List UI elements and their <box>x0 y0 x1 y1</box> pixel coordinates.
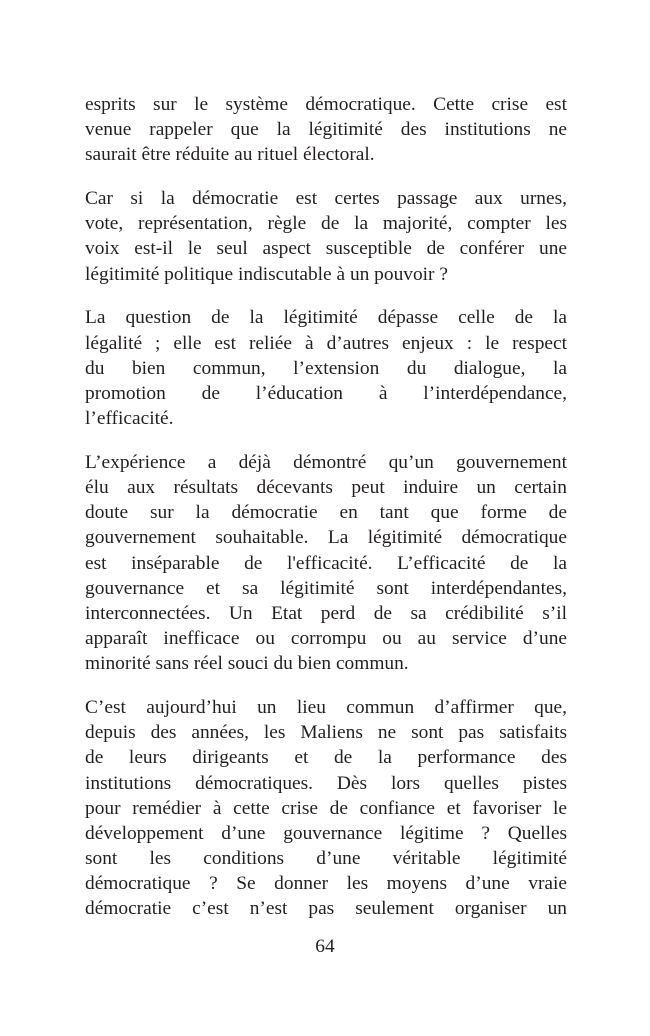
text-line: l’efficacité. <box>85 408 174 430</box>
paragraph <box>85 305 567 431</box>
text-line: développement d’une gouvernance légitime ? Quelles <box>85 822 567 844</box>
text-line: gouvernement souhaitable. La légitimité démocratique <box>85 527 567 549</box>
text-line: C’est aujourd’hui un lieu commun d’affirmer que, <box>85 696 567 718</box>
text-line: Car si la démocratie est certes passage aux urnes, <box>85 188 567 210</box>
text-line: gouvernance et sa légitimité sont interdépendantes, <box>85 577 567 599</box>
paragraph <box>85 695 567 922</box>
text-line: L’expérience a déjà démontré qu’un gouvernement <box>85 451 567 473</box>
page-number: 64 <box>315 936 335 957</box>
text-line: minorité sans réel souci du bien commun. <box>85 653 409 675</box>
text-line: La question de la légitimité dépasse celle de la <box>85 307 567 329</box>
text-line: pour remédier à cette crise de confiance et favoriser le <box>85 797 567 819</box>
text-line: institutions démocratiques. Dès lors quelles pistes <box>85 772 567 794</box>
text-line: légalité ; elle est reliée à d’autres enjeux : le respect <box>85 332 567 354</box>
text-line: depuis des années, les Maliens ne sont pas satisfaits <box>85 722 567 744</box>
text-line: saurait être réduite au rituel électoral. <box>85 144 375 166</box>
text-line: promotion de l’éducation à l’interdépendance, <box>85 382 567 404</box>
text-line: sont les conditions d’une véritable légitimité <box>85 848 567 870</box>
text-line: venue rappeler que la légitimité des institutions ne <box>85 119 567 141</box>
text-line: interconnectées. Un Etat perd de sa crédibilité s’il <box>85 602 567 624</box>
text-line: vote, représentation, règle de la majorité, compter les <box>85 213 567 235</box>
page-body <box>85 92 567 940</box>
text-line: élu aux résultats décevants peut induire un certain <box>85 476 567 498</box>
text-line: doute sur la démocratie en tant que forme de <box>85 502 567 524</box>
text-line: démocratique ? Se donner les moyens d’une vraie <box>85 873 567 895</box>
text-line: démocratie c’est n’est pas seulement organiser un <box>85 898 567 920</box>
text-line: apparaît inefficace ou corrompu ou au service d’une <box>85 628 567 650</box>
text-line: est inséparable de l'efficacité. L’efficacité de la <box>85 552 567 574</box>
text-line: légitimité politique indiscutable à un pouvoir ? <box>85 263 448 285</box>
text-line: voix est-il le seul aspect susceptible de conférer une <box>85 238 567 260</box>
paragraph <box>85 450 567 677</box>
paragraph <box>85 92 567 168</box>
text-line: esprits sur le système démocratique. Cette crise est <box>85 94 567 115</box>
text-line: du bien commun, l’extension du dialogue, la <box>85 357 567 379</box>
paragraph <box>85 186 567 287</box>
text-line: de leurs dirigeants et de la performance des <box>85 747 567 769</box>
